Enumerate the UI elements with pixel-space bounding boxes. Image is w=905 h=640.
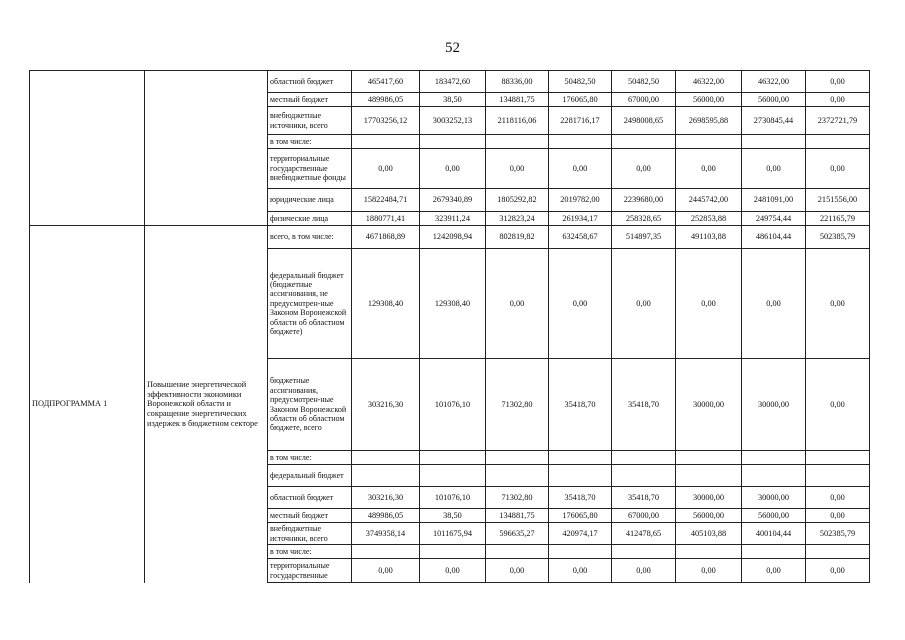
amount-cell: 183472,60 bbox=[420, 71, 486, 93]
amount-cell: 1880771,41 bbox=[352, 212, 420, 226]
amount-cell: 71302,80 bbox=[486, 359, 549, 451]
amount-cell: 0,00 bbox=[806, 487, 870, 509]
amount-cell: 2239680,00 bbox=[612, 189, 676, 212]
amount-cell: 0,00 bbox=[676, 249, 742, 359]
amount-cell: 420974,17 bbox=[549, 523, 612, 545]
amount-cell bbox=[549, 465, 612, 487]
amount-cell: 56000,00 bbox=[676, 93, 742, 107]
amount-cell: 405103,88 bbox=[676, 523, 742, 545]
amount-cell: 0,00 bbox=[612, 149, 676, 189]
amount-cell: 802819,82 bbox=[486, 226, 549, 249]
amount-cell: 71302,80 bbox=[486, 487, 549, 509]
amount-cell bbox=[612, 451, 676, 465]
amount-cell: 0,00 bbox=[742, 149, 806, 189]
amount-cell: 0,00 bbox=[612, 249, 676, 359]
funding-source-cell: внебюджетные источники, всего bbox=[268, 523, 352, 545]
amount-cell: 3749358,14 bbox=[352, 523, 420, 545]
amount-cell: 258328,65 bbox=[612, 212, 676, 226]
funding-source-cell: юридические лица bbox=[268, 189, 352, 212]
amount-cell: 2481091,00 bbox=[742, 189, 806, 212]
amount-cell: 38,50 bbox=[420, 509, 486, 523]
amount-cell: 491103,88 bbox=[676, 226, 742, 249]
amount-cell: 30000,00 bbox=[742, 487, 806, 509]
amount-cell: 0,00 bbox=[806, 559, 870, 583]
amount-cell: 249754,44 bbox=[742, 212, 806, 226]
amount-cell: 2698595,88 bbox=[676, 107, 742, 135]
prev-description-cell bbox=[145, 71, 268, 226]
amount-cell: 4671868,89 bbox=[352, 226, 420, 249]
amount-cell: 56000,00 bbox=[742, 509, 806, 523]
funding-source-cell: в том числе: bbox=[268, 451, 352, 465]
amount-cell bbox=[806, 465, 870, 487]
amount-cell bbox=[486, 451, 549, 465]
amount-cell bbox=[676, 465, 742, 487]
prev-program-cell bbox=[30, 71, 145, 226]
amount-cell bbox=[420, 465, 486, 487]
amount-cell: 46322,00 bbox=[742, 71, 806, 93]
funding-source-cell: местный бюджет bbox=[268, 93, 352, 107]
funding-source-cell: местный бюджет bbox=[268, 509, 352, 523]
amount-cell: 15822484,71 bbox=[352, 189, 420, 212]
amount-cell bbox=[806, 135, 870, 149]
amount-cell: 0,00 bbox=[420, 149, 486, 189]
amount-cell: 134881,75 bbox=[486, 93, 549, 107]
amount-cell bbox=[676, 135, 742, 149]
subprogram-label: ПОДПРОГРАММА 1 bbox=[30, 226, 145, 583]
funding-source-cell: областной бюджет bbox=[268, 71, 352, 93]
amount-cell bbox=[806, 545, 870, 559]
amount-cell: 30000,00 bbox=[742, 359, 806, 451]
amount-cell: 35418,70 bbox=[612, 487, 676, 509]
amount-cell: 0,00 bbox=[549, 249, 612, 359]
amount-cell: 489986,05 bbox=[352, 93, 420, 107]
amount-cell bbox=[549, 451, 612, 465]
amount-cell: 35418,70 bbox=[549, 487, 612, 509]
amount-cell: 312823,24 bbox=[486, 212, 549, 226]
amount-cell: 30000,00 bbox=[676, 359, 742, 451]
amount-cell bbox=[486, 135, 549, 149]
amount-cell: 0,00 bbox=[806, 509, 870, 523]
amount-cell: 0,00 bbox=[742, 559, 806, 583]
amount-cell: 1805292,82 bbox=[486, 189, 549, 212]
amount-cell bbox=[486, 465, 549, 487]
amount-cell: 0,00 bbox=[806, 93, 870, 107]
amount-cell: 88336,00 bbox=[486, 71, 549, 93]
amount-cell: 0,00 bbox=[352, 559, 420, 583]
amount-cell bbox=[352, 451, 420, 465]
amount-cell bbox=[742, 451, 806, 465]
amount-cell: 2372721,79 bbox=[806, 107, 870, 135]
amount-cell: 221165,79 bbox=[806, 212, 870, 226]
amount-cell: 0,00 bbox=[806, 359, 870, 451]
amount-cell: 2118116,06 bbox=[486, 107, 549, 135]
amount-cell: 0,00 bbox=[420, 559, 486, 583]
amount-cell: 129308,40 bbox=[352, 249, 420, 359]
amount-cell: 67000,00 bbox=[612, 509, 676, 523]
amount-cell: 465417,60 bbox=[352, 71, 420, 93]
amount-cell: 30000,00 bbox=[676, 487, 742, 509]
amount-cell bbox=[612, 135, 676, 149]
amount-cell: 3003252,13 bbox=[420, 107, 486, 135]
amount-cell: 2019782,00 bbox=[549, 189, 612, 212]
amount-cell: 400104,44 bbox=[742, 523, 806, 545]
amount-cell bbox=[742, 135, 806, 149]
amount-cell: 176065,80 bbox=[549, 509, 612, 523]
amount-cell: 0,00 bbox=[486, 559, 549, 583]
amount-cell: 0,00 bbox=[352, 149, 420, 189]
amount-cell bbox=[352, 135, 420, 149]
amount-cell: 514897,35 bbox=[612, 226, 676, 249]
amount-cell: 0,00 bbox=[806, 149, 870, 189]
funding-source-cell: федеральный бюджет (бюджетные ассигнования, не предусмотрен-ные Законом Воронежской области об областном бюджете) bbox=[268, 249, 352, 359]
amount-cell: 323911,24 bbox=[420, 212, 486, 226]
amount-cell: 489986,05 bbox=[352, 509, 420, 523]
amount-cell: 2445742,00 bbox=[676, 189, 742, 212]
amount-cell: 2730845,44 bbox=[742, 107, 806, 135]
funding-source-cell: в том числе: bbox=[268, 135, 352, 149]
funding-source-cell: федеральный бюджет bbox=[268, 465, 352, 487]
amount-cell: 50482,50 bbox=[549, 71, 612, 93]
amount-cell: 303216,30 bbox=[352, 487, 420, 509]
funding-source-cell: областной бюджет bbox=[268, 487, 352, 509]
amount-cell: 2498008,65 bbox=[612, 107, 676, 135]
amount-cell: 1011675,94 bbox=[420, 523, 486, 545]
amount-cell bbox=[549, 545, 612, 559]
amount-cell: 0,00 bbox=[612, 559, 676, 583]
funding-source-cell: бюджетные ассигнования, предусмотрен-ные Законом Воронежской области об областном бюджете, всего bbox=[268, 359, 352, 451]
amount-cell: 0,00 bbox=[676, 559, 742, 583]
amount-cell: 0,00 bbox=[486, 149, 549, 189]
amount-cell bbox=[486, 545, 549, 559]
amount-cell: 101076,10 bbox=[420, 359, 486, 451]
amount-cell: 502385,79 bbox=[806, 523, 870, 545]
amount-cell: 0,00 bbox=[549, 559, 612, 583]
amount-cell bbox=[612, 545, 676, 559]
table-row bbox=[30, 226, 870, 249]
amount-cell bbox=[549, 135, 612, 149]
amount-cell bbox=[420, 451, 486, 465]
amount-cell: 486104,44 bbox=[742, 226, 806, 249]
amount-cell: 50482,50 bbox=[612, 71, 676, 93]
amount-cell: 0,00 bbox=[676, 149, 742, 189]
amount-cell: 2281716,17 bbox=[549, 107, 612, 135]
amount-cell: 35418,70 bbox=[612, 359, 676, 451]
amount-cell: 0,00 bbox=[486, 249, 549, 359]
amount-cell bbox=[352, 545, 420, 559]
table-row bbox=[30, 71, 870, 93]
amount-cell: 303216,30 bbox=[352, 359, 420, 451]
amount-cell: 17703256,12 bbox=[352, 107, 420, 135]
amount-cell: 596635,27 bbox=[486, 523, 549, 545]
amount-cell: 35418,70 bbox=[549, 359, 612, 451]
funding-source-cell: в том числе: bbox=[268, 545, 352, 559]
amount-cell: 1242098,94 bbox=[420, 226, 486, 249]
funding-source-cell: территориальные государственные bbox=[268, 559, 352, 583]
amount-cell: 56000,00 bbox=[676, 509, 742, 523]
amount-cell: 2151556,00 bbox=[806, 189, 870, 212]
amount-cell bbox=[806, 451, 870, 465]
amount-cell bbox=[676, 545, 742, 559]
amount-cell: 0,00 bbox=[806, 249, 870, 359]
amount-cell bbox=[352, 465, 420, 487]
amount-cell: 0,00 bbox=[549, 149, 612, 189]
amount-cell bbox=[742, 465, 806, 487]
amount-cell: 2679340,89 bbox=[420, 189, 486, 212]
funding-source-cell: всего, в том числе: bbox=[268, 226, 352, 249]
amount-cell: 261934,17 bbox=[549, 212, 612, 226]
amount-cell: 46322,00 bbox=[676, 71, 742, 93]
amount-cell bbox=[420, 545, 486, 559]
amount-cell: 101076,10 bbox=[420, 487, 486, 509]
amount-cell: 0,00 bbox=[742, 249, 806, 359]
amount-cell bbox=[742, 545, 806, 559]
amount-cell bbox=[612, 465, 676, 487]
amount-cell: 412478,65 bbox=[612, 523, 676, 545]
funding-source-cell: физические лица bbox=[268, 212, 352, 226]
amount-cell bbox=[676, 451, 742, 465]
amount-cell: 176065,80 bbox=[549, 93, 612, 107]
amount-cell bbox=[420, 135, 486, 149]
amount-cell: 0,00 bbox=[806, 71, 870, 93]
amount-cell: 38,50 bbox=[420, 93, 486, 107]
funding-source-cell: внебюджетные источники, всего bbox=[268, 107, 352, 135]
amount-cell: 56000,00 bbox=[742, 93, 806, 107]
subprogram-description: Повышение энергетической эффективности экономики Воронежской области и сокращение энергетических издержек в бюджетном секторе bbox=[145, 226, 268, 583]
page-number: 52 bbox=[445, 40, 460, 56]
amount-cell: 252853,88 bbox=[676, 212, 742, 226]
amount-cell: 632458,67 bbox=[549, 226, 612, 249]
budget-table bbox=[29, 70, 870, 583]
amount-cell: 67000,00 bbox=[612, 93, 676, 107]
amount-cell: 502385,79 bbox=[806, 226, 870, 249]
amount-cell: 129308,40 bbox=[420, 249, 486, 359]
funding-source-cell: территориальные государственные внебюджетные фонды bbox=[268, 149, 352, 189]
table-body bbox=[30, 71, 870, 583]
amount-cell: 134881,75 bbox=[486, 509, 549, 523]
